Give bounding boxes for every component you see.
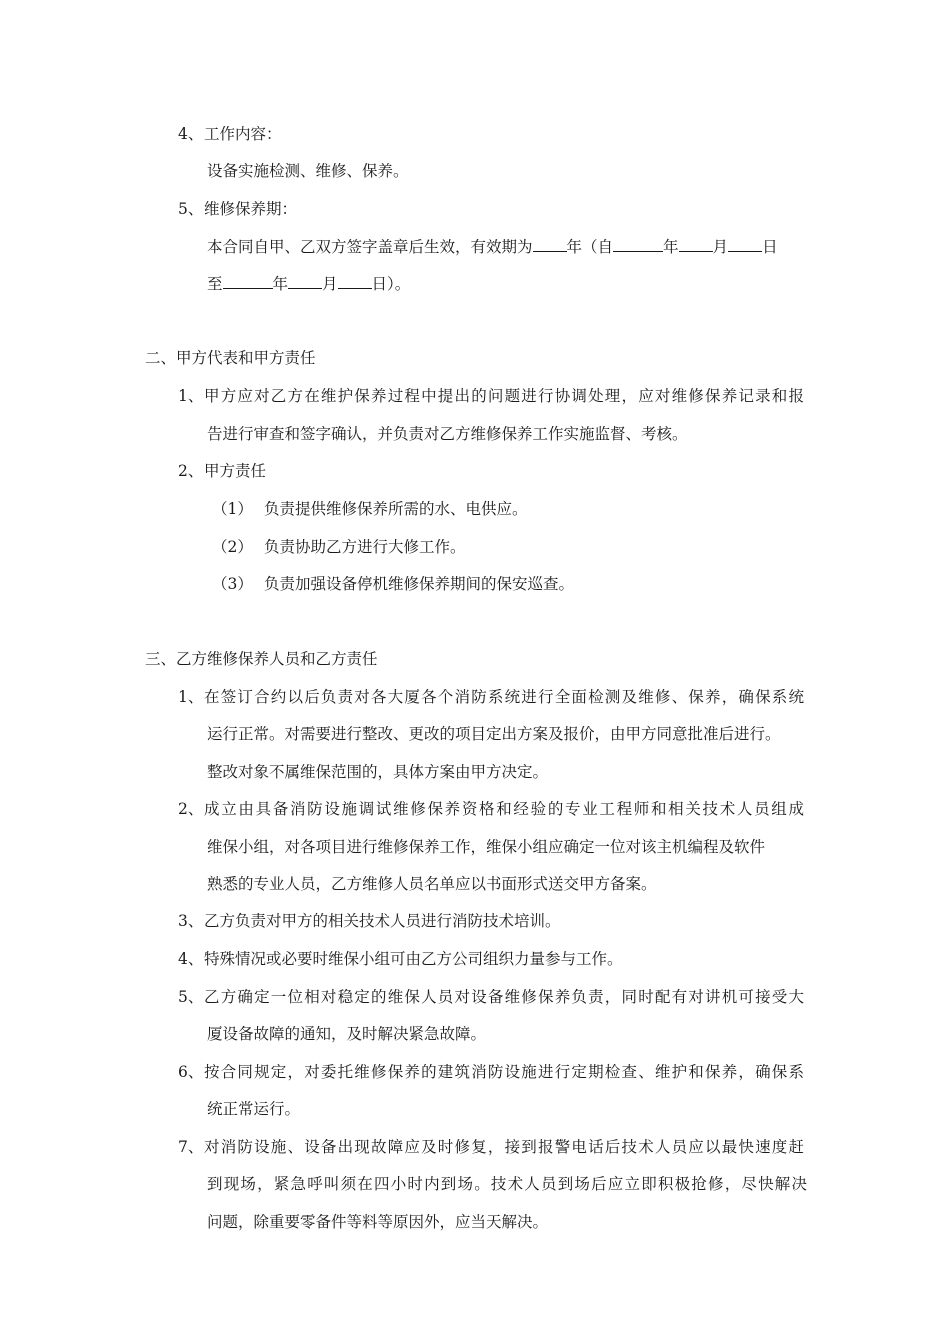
item-text: 在签订合约以后负责对各大厦各个消防系统进行全面检测及维修、保养，确保系统	[204, 688, 804, 706]
blank-start-month	[679, 237, 713, 252]
subitem-text: 负责加强设备停机维修保养期间的保安巡查。	[264, 575, 575, 593]
item-number: 6、	[178, 1063, 204, 1081]
responsibility-subitem	[212, 499, 528, 519]
section-3-item-3	[178, 911, 561, 931]
section-3-item-1-cont: 整改对象不属维保范围的，具体方案由甲方决定。	[207, 763, 549, 781]
subitem-number: （2）	[212, 538, 253, 556]
item-text: 甲方应对乙方在维护保养过程中提出的问题进行协调处理，应对维修保养记录和报	[204, 387, 804, 405]
item-number: 2、	[178, 462, 204, 480]
validity-text: 月	[322, 275, 338, 293]
subitem-number: （3）	[212, 575, 253, 593]
item-number: 4、	[178, 950, 204, 968]
validity-text: 年	[663, 238, 679, 256]
item-text: 按合同规定，对委托维修保养的建筑消防设施进行定期检查、维护和保养，确保系	[204, 1063, 804, 1081]
item-text: 乙方确定一位相对稳定的维保人员对设备维修保养负责，同时配有对讲机可接受大	[204, 988, 804, 1006]
subitem-number: （1）	[212, 500, 253, 518]
item-text: 乙方负责对甲方的相关技术人员进行消防技术培训。	[204, 912, 561, 930]
subitem-text: 负责提供维修保养所需的水、电供应。	[264, 500, 528, 518]
item-4-heading	[178, 124, 282, 144]
validity-text: 年（自	[566, 238, 614, 256]
section-2-item-1	[178, 386, 804, 406]
blank-years	[533, 237, 567, 252]
validity-text: 年	[272, 275, 289, 293]
validity-period-line-1	[207, 237, 778, 257]
item-number: 5、	[178, 988, 204, 1006]
section-3-item-1-cont: 运行正常。对需要进行整改、更改的项目定出方案及报价，由甲方同意批准后进行。	[207, 725, 781, 743]
responsibility-subitem	[212, 537, 466, 557]
section-3-item-2-cont: 维保小组，对各项目进行维修保养工作，维保小组应确定一位对该主机编程及软件	[207, 838, 766, 856]
item-number: 1、	[178, 387, 204, 405]
item-number: 2、	[178, 800, 204, 818]
section-3-item-2	[178, 799, 804, 819]
section-2-heading: 二、甲方代表和甲方责任	[145, 349, 316, 367]
item-text: 对消防设施、设备出现故障应及时修复，接到报警电话后技术人员应以最快速度赶	[204, 1138, 804, 1156]
section-3-item-7	[178, 1137, 804, 1157]
validity-text: 月	[712, 238, 729, 256]
item-number: 3、	[178, 912, 204, 930]
validity-text: 日	[762, 238, 778, 256]
blank-end-month	[288, 274, 322, 289]
responsibility-subitem	[212, 574, 574, 594]
section-3-heading: 三、乙方维修保养人员和乙方责任	[145, 650, 378, 668]
validity-text: 本合同自甲、乙双方签字盖章后生效，有效期为	[207, 238, 533, 256]
section-3-item-7-cont: 问题，除重要零备件等料等原因外，应当天解决。	[207, 1213, 549, 1231]
item-title: 甲方责任	[204, 462, 267, 480]
blank-start-day	[728, 237, 762, 252]
item-text: 特殊情况或必要时维保小组可由乙方公司组织力量参与工作。	[204, 950, 623, 968]
section-3-item-5-cont: 厦设备故障的通知，及时解决紧急故障。	[207, 1025, 487, 1043]
section-3-item-7-cont	[207, 1174, 807, 1194]
section-3-item-5	[178, 987, 804, 1007]
section-3-item-2-cont: 熟悉的专业人员，乙方维修人员名单应以书面形式送交甲方备案。	[207, 875, 657, 893]
validity-text: 至	[207, 275, 223, 293]
item-text: 成立由具备消防设施调试维修保养资格和经验的专业工程师和相关技术人员组成	[204, 800, 804, 818]
section-3-item-6	[178, 1062, 804, 1082]
item-title: 工作内容：	[204, 125, 282, 143]
subitem-text: 负责协助乙方进行大修工作。	[264, 538, 466, 556]
section-2-item-1-cont: 告进行审查和签字确认，并负责对乙方维修保养工作实施监督、考核。	[207, 425, 688, 443]
item-4-body: 设备实施检测、维修、保养。	[207, 162, 409, 180]
validity-text: 日）。	[371, 275, 411, 293]
section-3-item-6-cont: 统正常运行。	[207, 1100, 301, 1118]
section-2-item-2	[178, 461, 266, 481]
item-title: 维修保养期：	[204, 200, 298, 218]
item-5-heading	[178, 199, 297, 219]
item-number: 7、	[178, 1138, 204, 1156]
item-text: 到现场，紧急呼叫须在四小时内到场。技术人员到场后应立即积极抢修，尽快解决	[207, 1175, 807, 1193]
section-3-item-4	[178, 949, 623, 969]
blank-end-year	[223, 274, 273, 289]
item-number: 5、	[178, 200, 204, 218]
validity-period-line-2	[207, 274, 410, 294]
item-number: 1、	[178, 688, 204, 706]
item-number: 4、	[178, 125, 204, 143]
blank-start-year	[613, 237, 663, 252]
section-3-item-1	[178, 687, 804, 707]
blank-end-day	[338, 274, 372, 289]
